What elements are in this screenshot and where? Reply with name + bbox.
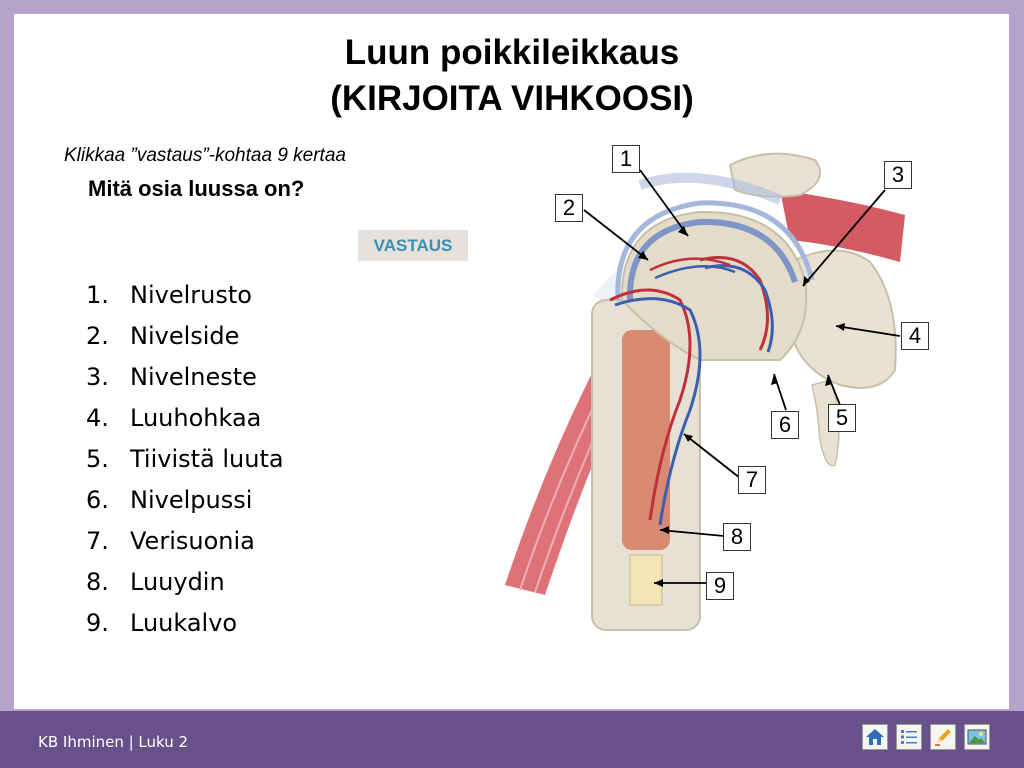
answer-button[interactable]: VASTAUS xyxy=(358,230,468,261)
callout-label-7: 7 xyxy=(738,466,766,494)
footer-title: KB Ihminen | Luku 2 xyxy=(38,733,189,751)
list-item-label: Nivelside xyxy=(130,322,240,350)
callout-label-8: 8 xyxy=(723,523,751,551)
list-item-number: 8. xyxy=(86,568,109,596)
list-item-number: 2. xyxy=(86,322,109,350)
list-item xyxy=(86,565,284,606)
list-item-label: Luuhohkaa xyxy=(130,404,262,432)
callout-label-2: 2 xyxy=(555,194,583,222)
list-item-number: 7. xyxy=(86,527,109,555)
list-item-label: Verisuonia xyxy=(130,527,255,555)
list-item-label: Nivelrusto xyxy=(130,281,252,309)
list-icon[interactable] xyxy=(896,724,922,750)
callout-label-9: 9 xyxy=(706,572,734,600)
list-item-number: 9. xyxy=(86,609,109,637)
list-item xyxy=(86,483,284,524)
callout-label-4: 4 xyxy=(901,322,929,350)
question-text: Mitä osia luussa on? xyxy=(88,176,305,201)
callout-label-1: 1 xyxy=(612,145,640,173)
answer-list xyxy=(86,278,284,647)
instruction-text: Klikkaa ”vastaus”-kohtaa 9 kertaa xyxy=(64,145,346,166)
list-item-label: Nivelpussi xyxy=(130,486,253,514)
marrow-fat-shape xyxy=(630,555,662,605)
marrow-cavity-shape xyxy=(622,330,670,550)
list-item xyxy=(86,360,284,401)
list-item xyxy=(86,524,284,565)
list-item xyxy=(86,278,284,319)
list-item-label: Luukalvo xyxy=(130,609,238,637)
socket-bone-shape xyxy=(790,250,896,387)
image-icon[interactable] xyxy=(964,724,990,750)
pencil-icon[interactable] xyxy=(930,724,956,750)
list-item-number: 4. xyxy=(86,404,109,432)
callout-label-6: 6 xyxy=(771,411,799,439)
slide-title xyxy=(0,30,1024,122)
list-item-number: 6. xyxy=(86,486,109,514)
callout-label-5: 5 xyxy=(828,404,856,432)
slide-title-line2: (KIRJOITA VIHKOOSI) xyxy=(330,79,694,118)
list-item-label: Nivelneste xyxy=(130,363,257,391)
callout-label-3: 3 xyxy=(884,161,912,189)
list-item-number: 5. xyxy=(86,445,109,473)
list-item-number: 3. xyxy=(86,363,109,391)
list-item xyxy=(86,401,284,442)
list-item-number: 1. xyxy=(86,281,109,309)
home-icon[interactable] xyxy=(862,724,888,750)
list-item xyxy=(86,319,284,360)
list-item xyxy=(86,606,284,647)
slide-title-line1: Luun poikkileikkaus xyxy=(344,33,680,72)
list-item-label: Tiivistä luuta xyxy=(130,445,284,473)
list-item xyxy=(86,442,284,483)
list-item-label: Luuydin xyxy=(130,568,225,596)
